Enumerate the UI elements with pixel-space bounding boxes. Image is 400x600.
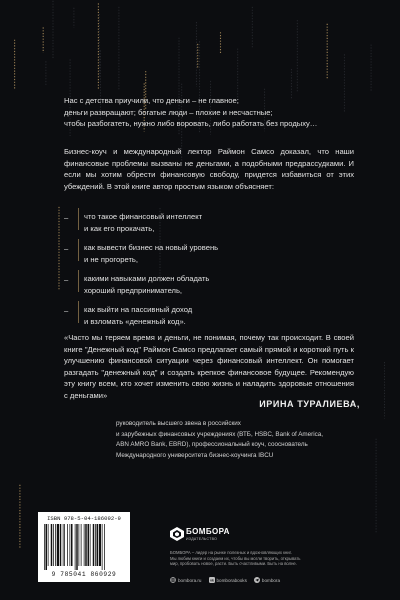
tagline-line: Мы любим книги и создаем их, чтобы вы могли творить, открывать: [170, 555, 301, 561]
description-paragraph: Бизнес-коуч и международный лектор Раймон Самсо доказал, что наши финансовые проблемы вызваны не деньгами, а подобными предрассудками. И если мы хотим обрести финансовую свободу, придется избавиться от этих убеждений. В этой книге автор простым языком объясняет:: [64, 147, 354, 191]
publisher-subtitle: ИЗДАТЕЛЬСТВО: [186, 537, 218, 541]
publisher-logo: [170, 526, 240, 544]
dash-icon: –: [64, 306, 69, 315]
publisher-tagline: [170, 550, 370, 567]
benefit-line: как выйти на пассивный доход: [84, 305, 193, 314]
benefit-item: [64, 304, 364, 327]
telegram-icon: [254, 577, 260, 583]
accent-line-icon: [78, 301, 79, 323]
intro-line: Нас с детства приучили, что деньги – не главное;: [64, 96, 239, 105]
benefit-list: [64, 211, 364, 335]
svg-text:vk: vk: [209, 578, 214, 583]
vk-icon: [209, 577, 215, 583]
credential-line: и зарубежных финансовых учреждениях (ВТБ, HSBC, Bank of America,: [116, 430, 324, 438]
benefit-line: как вывести бизнес на новый уровень: [84, 243, 219, 252]
benefit-line: какими навыками должен обладать: [84, 274, 210, 283]
benefit-item: [64, 211, 364, 234]
endorser-name: ИРИНА ТУРАЛИЕВА,: [259, 399, 360, 409]
isbn-number: ISBN 978-5-04-186092-9: [47, 515, 121, 522]
bombora-logo-icon: [170, 527, 184, 541]
benefit-line: хороший предприниматель,: [84, 285, 183, 295]
dash-icon: –: [64, 244, 69, 253]
dash-icon: –: [64, 275, 69, 284]
dash-icon: –: [64, 213, 69, 222]
social-label: bomborabooks: [216, 577, 247, 583]
intro-text: [64, 95, 364, 130]
accent-line-icon: [78, 239, 79, 261]
publisher-socials: [170, 576, 287, 584]
endorsement-quote: «Часто мы теряем время и деньги, не понимая, почему так происходит. В своей книге "Денежный код" Раймон Самсо предлагает самый прямой и короткий путь к улучшению финансовой ситуации через финансовый интеллект. Он помогает разгадать "денежный код" и создать крепкое финансовое будущее. Рекомендую эту книгу всем, кто хочет изменить свою жизнь и наладить здоровые отношения с деньгами»: [64, 333, 354, 400]
benefit-line: что такое финансовый интеллект: [84, 212, 203, 221]
telegram-link[interactable]: [254, 577, 280, 583]
barcode-digits: 9 785041 860929: [51, 571, 117, 578]
credential-line: ABN AMRO Bank, EBRD), профессиональный коуч, сооснователь: [116, 441, 308, 449]
benefit-line: и как его прокачать,: [84, 223, 155, 233]
benefit-line: и не прогореть,: [84, 254, 139, 264]
globe-icon: [170, 577, 176, 583]
tagline-line: БОМБОРА – лидер на рынке полезных и вдохновляющих книг.: [170, 550, 292, 555]
publisher-name: БОМБОРА: [186, 527, 230, 536]
barcode-icon: [42, 524, 126, 570]
credential-line: руководитель высшего звена в российских: [116, 420, 241, 427]
accent-line-icon: [78, 270, 79, 292]
vk-link[interactable]: [209, 577, 247, 583]
endorser-credentials: [116, 419, 356, 461]
accent-line-icon: [78, 208, 79, 230]
social-label: bombora: [261, 577, 281, 583]
social-label: bombora.ru: [178, 577, 202, 583]
barcode-panel: [38, 512, 130, 582]
benefit-line: и взломать «денежный код».: [84, 316, 186, 326]
intro-line: чтобы разбогатеть, нужно либо воровать, либо работать без продыху…: [64, 119, 318, 128]
tagline-line: мир, пробовать новое, расти. Быть счастливыми. Быть на волне.: [170, 561, 297, 567]
benefit-item: [64, 242, 364, 265]
website-link[interactable]: [170, 577, 202, 583]
intro-line: деньги развращают; богатые люди – плохие и несчастные;: [64, 107, 273, 117]
benefit-item: [64, 273, 364, 296]
credential-line: Международного университета бизнес-коучинга IBCU: [116, 451, 274, 459]
